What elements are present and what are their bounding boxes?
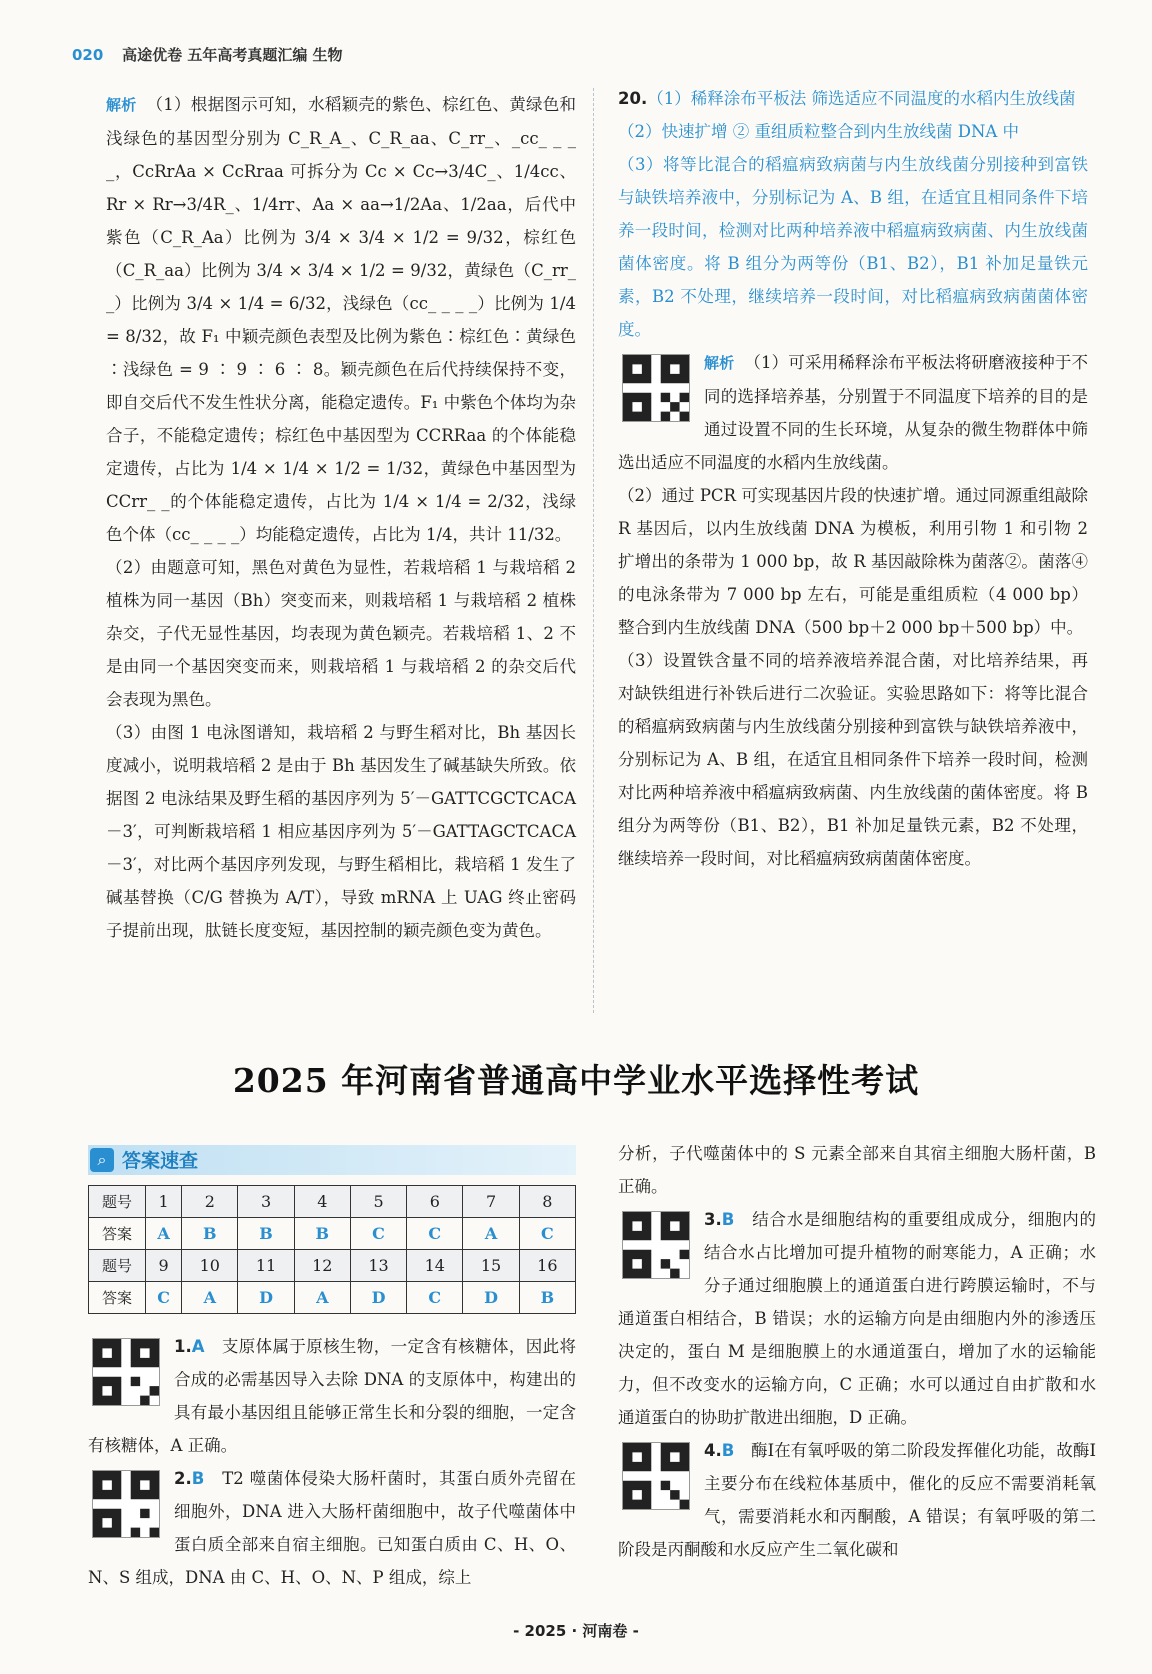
qr-code-icon[interactable]: [622, 1211, 690, 1279]
answer-2-cont: 分析，子代噬菌体中的 S 元素全部来自其宿主细胞大肠杆菌，B 正确。: [618, 1144, 1096, 1196]
right-column: [618, 82, 1088, 875]
r-analysis-p3: （3）设置铁含量不同的培养液培养混合菌，对比培养结果，再对缺铁组进行补铁后进行二次验证。实验思路如下：将等比混合的稻瘟病致病菌与内生放线菌分别接种到富铁与缺铁培养液中，分别标记为 A、B 组，在适宜且相同条件下培养一段时间，检测对比两种培养液中稻瘟病致病菌、内生放线菌的菌体密度。将 B 组分为两等份（B1、B2），B1 补加足量铁元素，B2 不处理，继续培养一段时间，对比稻瘟病致病菌菌体密度。: [618, 651, 1088, 868]
analysis-p1: （1）根据图示可知，水稻颖壳的紫色、棕红色、黄绿色和浅绿色的基因型分别为 C_R_A_、C_R_aa、C_rr_、_cc_ _ _ _，CcRrAa × CcRraa 可拆分为 Cc × Cc→3/4C_、1/4cc、Rr × Rr→3/4R_、1/4rr、Aa × aa→1/2Aa、1/2aa，后代中紫色（C_R_Aa）比例为 3/4 × 3/4 × 1/2 = 9/32，棕红色（C_R_aa）比例为 3/4 × 3/4 × 1/2 = 9/32，黄绿色（C_rr_ _）比例为 3/4 × 1/4 = 6/32，浅绿色（cc_ _ _ _）比例为 1/4 = 8/32，故 F₁ 中颖壳颜色表型及比例为紫色∶棕红色∶黄绿色∶浅绿色 = 9 ∶ 9 ∶ 6 ∶ 8。颖壳颜色在后代持续保持不变，即自交后代不发生性状分离，能稳定遗传。F₁ 中紫色个体均为杂合子，不能稳定遗传；棕红色中基因型为 CCRRaa 的个体能稳定遗传，占比为 1/4 × 1/4 × 1/2 = 1/32，黄绿色中基因型为 CCrr_ _的个体能稳定遗传，占比为 1/4 × 1/4 = 2/32，浅绿色个体（cc_ _ _ _）均能稳定遗传，占比为 1/4，共计 11/32。: [106, 95, 576, 544]
analysis-p2: （2）由题意可知，黑色对黄色为显性，若栽培稻 1 与栽培稻 2 植株为同一基因（Bh）突变而来，则栽培稻 1 与栽培稻 2 植株杂交，子代无显性基因，均表现为黄色颖壳。若栽培稻 1、2 不是由同一个基因突变而来，则栽培稻 1 与栽培稻 2 的杂交后代会表现为黑色。: [106, 558, 576, 709]
r-analysis-p2: （2）通过 PCR 可实现基因片段的快速扩增。通过同源重组敲除 R 基因后，以内生放线菌 DNA 为模板，利用引物 1 和引物 2 扩增出的条带为 1 000 bp，故 R 基因敲除株为菌落②。菌落④的电泳条带为 7 000 bp 左右，可能是重组质粒（4 000 bp）整合到内生放线菌 DNA（500 bp＋2 000 bp＋500 bp）中。: [618, 486, 1088, 637]
bottom-right-column: [618, 1137, 1096, 1566]
table-row: 题号 1 2 3 4 5 6 7 8: [89, 1186, 576, 1218]
answer-check-bar: [88, 1145, 576, 1175]
q20-answer-3: （3）将等比混合的稻瘟病致病菌与内生放线菌分别接种到富铁与缺铁培养液中，分别标记为 A、B 组，在适宜且相同条件下培养一段时间，检测对比两种培养液中稻瘟病致病菌、内生放线菌菌体密度。将 B 组分为两等份（B1、B2），B1 补加足量铁元素，B2 不处理，继续培养一段时间，对比稻瘟病致病菌菌体密度。: [618, 155, 1088, 339]
r-analysis-p1: （1）可采用稀释涂布平板法将研磨液接种于不同的选择培养基，分别置于不同温度下培养的目的是通过设置不同的生长环境，从复杂的微生物群体中筛选出适应不同温度的水稻内生放线菌。: [618, 353, 1088, 472]
qr-code-icon[interactable]: [92, 1338, 160, 1406]
table-row: 答案 C A D A D C D B: [89, 1282, 576, 1314]
search-icon: ⌕: [90, 1148, 114, 1172]
qr-code-icon[interactable]: [622, 1442, 690, 1510]
bottom-left-column: [88, 1330, 576, 1594]
question-20-number: 20.: [618, 89, 648, 108]
page-footer: - 2025 · 河南卷 -: [513, 1622, 639, 1640]
table-row: 题号 9 10 11 12 13 14 15 16: [89, 1250, 576, 1282]
book-title: 高途优卷 五年高考真题汇编 生物: [122, 46, 343, 64]
q20-answer-2: （2）快速扩增 ② 重组质粒整合到内生放线菌 DNA 中: [618, 122, 1020, 141]
left-column: [106, 88, 576, 947]
answer-table: [88, 1185, 576, 1314]
exam-title: 2025 年河南省普通高中学业水平选择性考试: [232, 1061, 920, 1100]
answer-3: 3.B 结合水是细胞结构的重要组成成分，细胞内的结合水占比增加可提升植物的耐寒能力，A 正确；水分子通过细胞膜上的通道蛋白进行跨膜运输时，不与通道蛋白相结合，B 错误；水的运输方向是由细胞内外的渗透压决定的，蛋白 M 是细胞膜上的水通道蛋白，增加了水的运输能力，但不改变水的运输方向，C 正确；水可以通过自由扩散和水通道蛋白的协助扩散进出细胞，D 正确。: [618, 1210, 1097, 1427]
page-number: 020: [72, 46, 104, 64]
analysis-p3: （3）由图 1 电泳图谱知，栽培稻 2 与野生稻对比，Bh 基因长度减小，说明栽培稻 2 是由于 Bh 基因发生了碱基缺失所致。依据图 2 电泳结果及野生稻的基因序列为 5′－GATTCGCTCACA－3′，可判断栽培稻 1 相应基因序列为 5′－GATTAGCTCACA－3′，对比两个基因序列发现，与野生稻相比，栽培稻 1 发生了碱基替换（C/G 替换为 A/T），导致 mRNA 上 UAG 终止密码子提前出现，肽链长度变短，基因控制的颖壳颜色变为黄色。: [106, 723, 576, 940]
column-divider: [593, 88, 594, 1013]
page-header: [72, 44, 343, 65]
answer-4: 4.B 酶Ⅰ在有氧呼吸的第二阶段发挥催化功能，故酶Ⅰ主要分布在线粒体基质中，催化的反应不需要消耗氧气，需要消耗水和丙酮酸，A 错误；有氧呼吸的第二阶段是丙酮酸和水反应产生二氧化碳和: [618, 1441, 1096, 1559]
q20-answer-1: （1）稀释涂布平板法 筛选适应不同温度的水稻内生放线菌: [647, 89, 1076, 108]
analysis-label: 解析: [704, 354, 735, 372]
analysis-label: 解析: [106, 96, 137, 114]
answer-check-heading: 答案速查: [122, 1150, 199, 1172]
table-row: 答案 A B B B C C A C: [89, 1218, 576, 1250]
answer-2: 2.B T2 噬菌体侵染大肠杆菌时，其蛋白质外壳留在细胞外，DNA 进入大肠杆菌细胞中，故子代噬菌体中蛋白质全部来自宿主细胞。已知蛋白质由 C、H、O、N、S 组成，DNA 由 C、H、O、N、P 组成，综上: [88, 1469, 576, 1587]
answer-1: 1.A 支原体属于原核生物，一定含有核糖体，因此将合成的必需基因导入去除 DNA 的支原体中，构建出的具有最小基因组且能够正常生长和分裂的细胞，一定含有核糖体，A 正确。: [88, 1337, 577, 1455]
qr-code-icon[interactable]: [622, 354, 690, 422]
qr-code-icon[interactable]: [92, 1470, 160, 1538]
